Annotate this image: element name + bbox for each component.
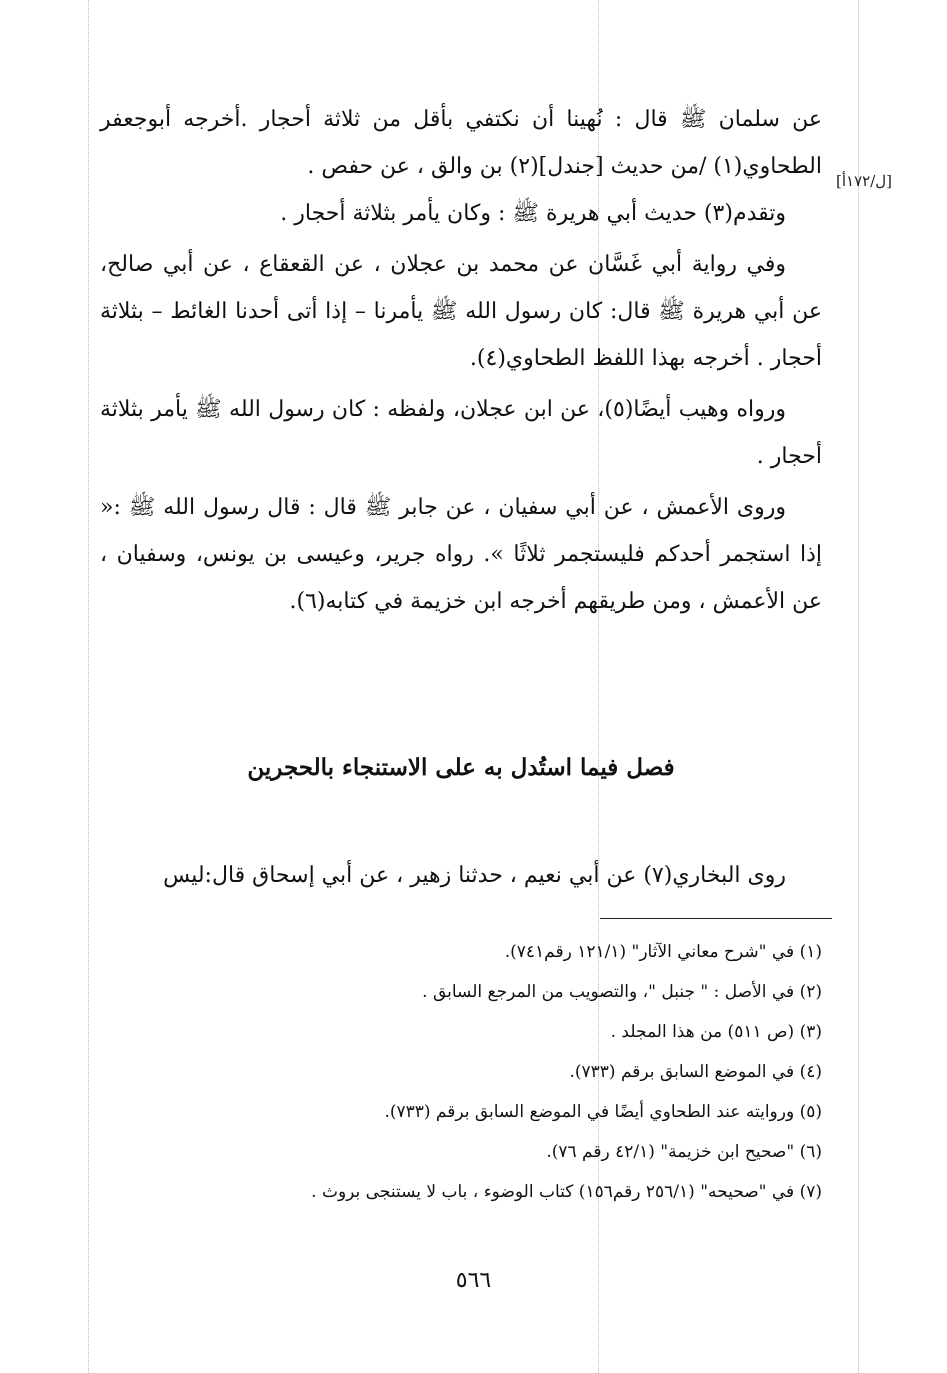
paragraph: وروى الأعمش ، عن أبي سفيان ، عن جابر ﷺ قال : قال رسول الله ﷺ :« إذا استجمر أحدكم فليستجمر ثلاثًا ». رواه جرير، وعيسى بن يونس، وسفيان ، عن الأعمش ، ومن طريقهم أخرجه ابن خزيمة في كتابه(٦). <box>100 495 822 614</box>
footnote: (١) في "شرح معاني الآثار" (١٢١/١ رقم٧٤١). <box>504 942 822 962</box>
footnote: (٣) (ص ٥١١) من هذا المجلد . <box>610 1022 822 1042</box>
paragraph: وفي رواية أبي غَسَّان عن محمد بن عجلان ، عن القعقاع ، عن أبي صالح، عن أبي هريرة ﷺ قال: كان رسول الله ﷺ يأمرنا – إذا أتى أحدنا الغائط – بثلاثة أحجار . أخرجه بهذا اللفظ الطحاوي(٤). <box>100 252 822 371</box>
paragraph: عن سلمان ﷺ قال : نُهينا أن نكتفي بأقل من ثلاثة أحجار .أخرجه أبوجعفر الطحاوي(١) /من حديث [جندل](٢) بن والق ، عن حفص . <box>100 107 822 179</box>
scan-guide-line <box>88 0 89 1373</box>
footnote: (٦) "صحيح ابن خزيمة" (٤٢/١ رقم ٧٦). <box>546 1142 822 1162</box>
footnote: (٥) وروايته عند الطحاوي أيضًا في الموضع السابق برقم (٧٣٣). <box>384 1102 822 1122</box>
main-text <box>100 96 822 625</box>
section-heading: فصل فيما استُدل به على الاستنجاء بالحجرين <box>247 754 675 781</box>
footnote: (٤) في الموضع السابق برقم (٧٣٣). <box>569 1062 822 1082</box>
paragraph: وتقدم(٣) حديث أبي هريرة ﷺ : وكان يأمر بثلاثة أحجار . <box>280 201 786 226</box>
scan-guide-line <box>858 0 859 1373</box>
footnote: (٧) في "صحيحه" (٢٥٦/١ رقم١٥٦) كتاب الوضوء ، باب لا يستنجى بروث . <box>311 1182 822 1202</box>
paragraph-after-heading <box>100 852 822 899</box>
page-number: ٥٦٦ <box>455 1268 492 1293</box>
margin-folio-note: [ل/١٧٢أ] <box>836 172 893 190</box>
paragraph: روى البخاري(٧) عن أبي نعيم ، حدثنا زهير ، عن أبي إسحاق قال:ليس <box>163 863 786 888</box>
footnotes <box>150 932 822 1212</box>
paragraph: ورواه وهيب أيضًا(٥)، عن ابن عجلان، ولفظه : كان رسول الله ﷺ يأمر بثلاثة أحجار . <box>100 397 822 469</box>
footnote: (٢) في الأصل : " جنبل "، والتصويب من المرجع السابق . <box>422 982 822 1002</box>
footnote-divider <box>600 918 832 919</box>
